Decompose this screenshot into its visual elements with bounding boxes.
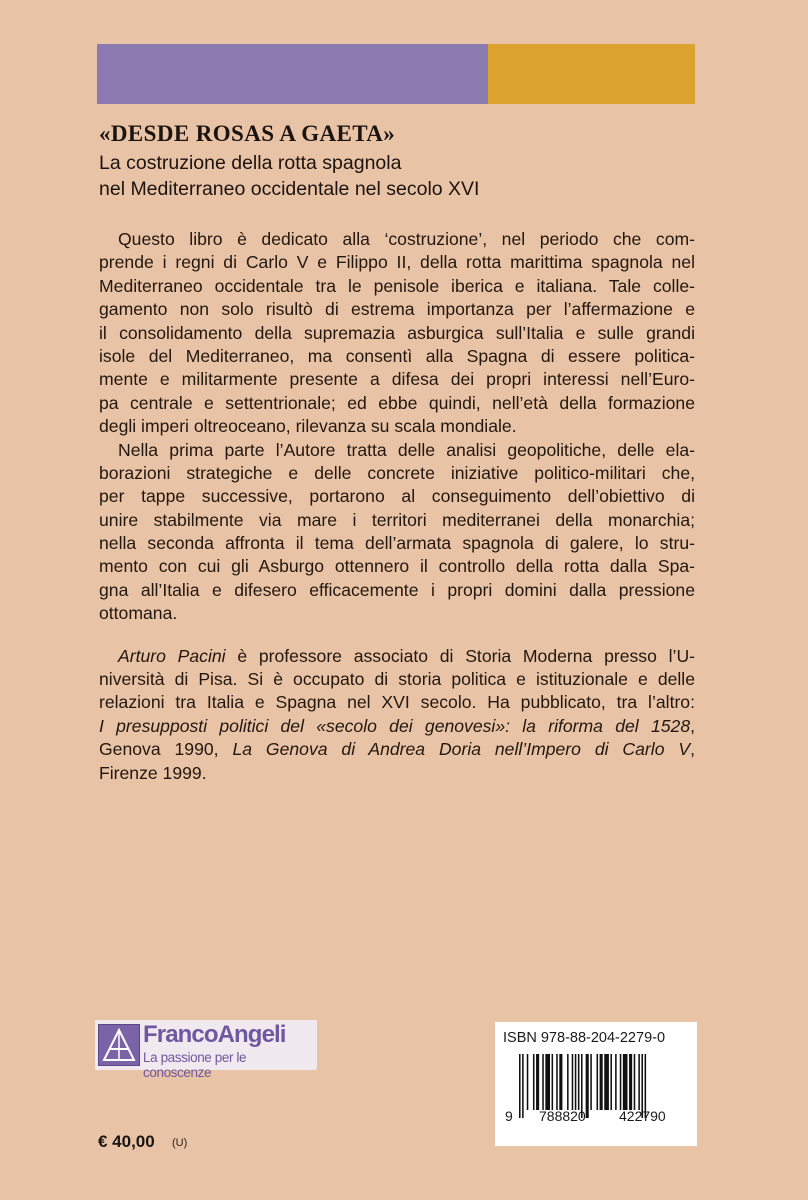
barcode-bar — [638, 1054, 640, 1110]
price: € 40,00 — [98, 1132, 155, 1151]
barcode-bar — [586, 1054, 589, 1118]
text-line: per tappe successive, portarono al conseguimento dell’obiettivo di — [99, 486, 695, 507]
publisher-logo — [95, 1020, 317, 1080]
barcode-bar — [590, 1054, 592, 1110]
barcode-digits-left: 788820 — [539, 1108, 586, 1124]
text-line: Arturo Pacini è professore associato di Storia Moderna presso l’U- — [118, 645, 696, 666]
barcode-digits-right: 422790 — [619, 1108, 666, 1124]
text-line: Mediterraneo occidentale tra le penisole iberica e italiana. Tale colle- — [99, 275, 695, 296]
barcode-bar — [623, 1054, 628, 1110]
text-line: il consolidamento della supremazia asburgica sull’Italia e sulle grandi — [99, 322, 695, 343]
text-line: pa centrale e settentrionale; ed ebbe quindi, nell’età della formazione — [99, 392, 695, 413]
barcode-bar — [556, 1054, 558, 1110]
barcode-bar — [536, 1054, 539, 1110]
text-line: gna all’Italia e difesero efficacemente i propri domini dalla pressione — [99, 579, 695, 600]
barcode-bar — [559, 1054, 562, 1110]
text-line: Nella prima parte l’Autore tratta delle analisi geopolitiche, delle ela- — [118, 439, 695, 460]
description-paragraph-2 — [99, 439, 695, 626]
barcode-bar — [572, 1054, 574, 1110]
text-line: mento con cui gli Asburgo ottennero il controllo della rotta dalla Spa- — [99, 556, 695, 577]
text-line: ottomana. — [99, 603, 178, 624]
top-color-band-purple — [97, 44, 488, 104]
barcode-bar — [634, 1054, 636, 1110]
text-line: borazioni strategiche e delle concrete iniziative politico-militari che, — [99, 462, 695, 483]
barcode-bar — [545, 1054, 550, 1110]
publisher-name: FrancoAngeli — [143, 1021, 286, 1048]
barcode-bar — [527, 1054, 529, 1110]
top-color-band-gold — [488, 44, 695, 104]
text-line: mente e militarmente presente a difesa dei propri interessi nell’Euro- — [99, 369, 695, 390]
text-line: Firenze 1999. — [99, 762, 207, 783]
text-line: relazioni tra Italia e Spagna nel XVI secolo. Ha pubblicato, tra l’altro: — [99, 692, 695, 713]
barcode-bar — [533, 1054, 535, 1110]
barcode-bar — [575, 1054, 577, 1110]
subtitle-line: nel Mediterraneo occidentale nel secolo XVI — [99, 178, 480, 200]
text-line: unire stabilmente via mare i territori mediterranei della monarchia; — [99, 509, 695, 530]
text-line: Questo libro è dedicato alla ‘costruzione’, nel periodo che com- — [118, 229, 695, 249]
barcode-bar — [604, 1054, 609, 1110]
subtitle-line: La costruzione della rotta spagnola — [99, 152, 402, 174]
barcode-bar — [552, 1054, 554, 1110]
text-line: nella seconda affronta il tema dell’armata spagnola di galere, lo stru- — [99, 533, 695, 554]
back-cover-text — [99, 228, 695, 785]
barcode-digit-lead: 9 — [505, 1108, 513, 1124]
barcode-bar — [600, 1054, 603, 1110]
barcode-bar — [519, 1054, 521, 1118]
isbn-barcode — [495, 1022, 697, 1146]
text-line: prende i regni di Carlo V e Filippo II, della rotta marittima spagnola nel — [99, 252, 695, 273]
isbn-text: ISBN 978-88-204-2279-0 — [503, 1030, 666, 1046]
text-line: gamento non solo risultò di estrema importanza per l’affermazione e — [99, 299, 695, 320]
price-code: (U) — [172, 1137, 188, 1149]
text-line: degli imperi oltreoceano, rilevanza su scala mondiale. — [99, 416, 517, 437]
barcode-bar — [629, 1054, 632, 1110]
book-title: «DESDE ROSAS A GAETA» — [99, 121, 396, 146]
book-subtitle — [99, 150, 479, 202]
text-line: isole del Mediterraneo, ma consentì alla Spagna di essere politica- — [99, 345, 695, 366]
author-bio — [99, 645, 695, 785]
francoangeli-logo-icon — [98, 1024, 140, 1066]
barcode-bar — [542, 1054, 544, 1110]
barcode-bar — [610, 1054, 612, 1110]
barcode-bar — [597, 1054, 599, 1110]
barcode-bar — [615, 1054, 617, 1110]
text-line: I presupposti politici del «secolo dei genovesi»: la riforma del 1528, — [99, 715, 695, 736]
book-reference-title: La Genova di Andrea Doria nell’Impero di Carlo V — [232, 739, 691, 760]
text-line: niversità di Pisa. Si è occupato di storia politica e istituzionale e delle — [99, 669, 695, 690]
text-line: Genova 1990, La Genova di Andrea Doria nell’Impero di Carlo V, — [99, 739, 695, 760]
publisher-slogan: La passione per le conoscenze — [143, 1050, 247, 1080]
description-paragraph-1 — [99, 228, 695, 439]
barcode-bar — [620, 1054, 622, 1110]
author-name: Arturo Pacini — [118, 645, 226, 666]
barcode-bar — [578, 1054, 580, 1110]
barcode-bar — [567, 1054, 569, 1110]
book-reference-title: I presupposti politici del «secolo dei genovesi»: la riforma del 1528 — [99, 715, 691, 736]
barcode-bar — [522, 1054, 524, 1118]
